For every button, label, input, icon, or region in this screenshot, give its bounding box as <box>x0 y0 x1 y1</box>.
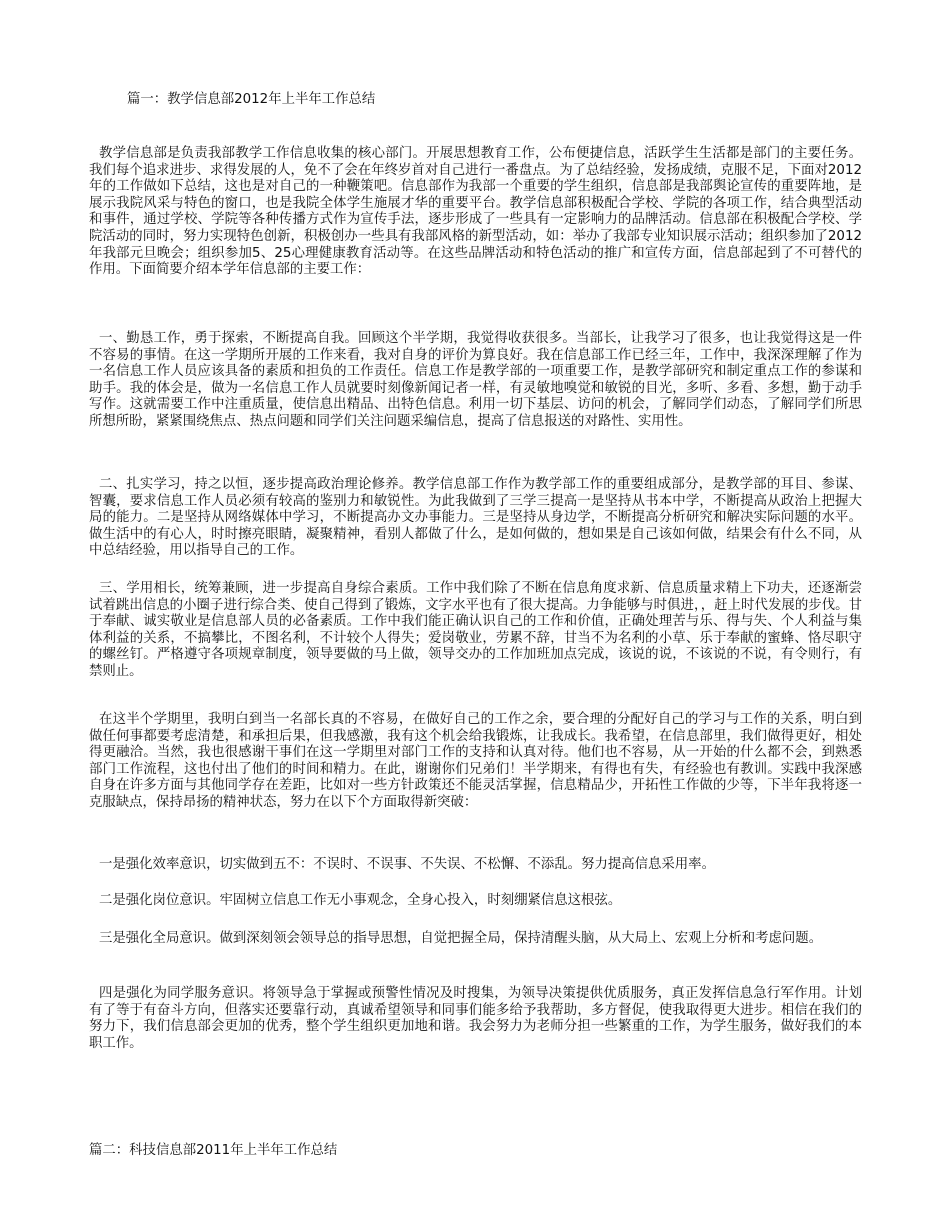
paragraph-section-1: 一、勤恳工作，勇于探索，不断提高自我。回顾这个半学期，我觉得收获很多。当部长，让我学习了很多，也让我觉得这是一件不容易的事情。在这一学期所开展的工作来看，我对自身的评价为算良好。我在信息部工作已经三年，工作中，我深深理解了作为一名信息工作人员应该具备的素质和担负的工作责任。信息工作是教学部的一项重要工作，是教学部研究和制定重点工作的参谋和助手。我的体会是，做为一名信息工作人员就要时刻像新闻记者一样，有灵敏地嗅觉和敏锐的目光，多听、多看、多想，勤于动手写作。这就需要工作中注重质量，使信息出精品、出特色信息。利用一切下基层、访问的机会，了解同学们动态，了解同学们所思所想所盼，紧紧围绕焦点、热点问题和同学们关注问题采编信息，提高了信息报送的对路性、实用性。 <box>89 331 862 429</box>
paragraph-goal-4: 四是强化为同学服务意识。将领导急于掌握或预警性情况及时搜集，为领导决策提供优质服务，真正发挥信息急行军作用。计划有了等于有奋斗方向，但落实还要靠行动，真诚希望领导和同事们能多给予我帮助，多方督促，使我取得更大进步。相信在我们的努力下，我们信息部会更加的优秀，整个学生组织更加地和谐。我会努力为老师分担一些繁重的工作，为学生服务，做好我们的本职工作。 <box>89 986 862 1051</box>
paragraph-section-2: 二、扎实学习，持之以恒，逐步提高政治理论修养。教学信息部工作作为教学部工作的重要组成部分，是教学部的耳目、参谋、智囊，要求信息工作人员必须有较高的鉴别力和敏锐性。为此我做到了三学三提高一是坚持从书本中学，不断提高从政治上把握大局的能力。二是坚持从网络媒体中学习，不断提高办文办事能力。三是坚持从身边学，不断提高分析研究和解决实际问题的水平。做生活中的有心人，时时擦亮眼睛，凝聚精神，看别人都做了什么，是如何做的，想如果是自己该如何做，结果会有什么不同，从中总结经验，用以指导自己的工作。 <box>89 477 862 559</box>
paragraph-reflection: 在这半个学期里，我明白到当一名部长真的不容易，在做好自己的工作之余，要合理的分配好自己的学习与工作的关系，明白到做任何事都要考虑清楚，和承担后果，但我感激，我有这个机会给我锻炼，让我成长。我希望，在信息部里，我们做得更好，相处得更融洽。当然，我也很感谢干事们在这一学期里对部门工作的支持和认真对待。他们也不容易，从一开始的什么都不会，到熟悉部门工作流程，这也付出了他们的时间和精力。在此，谢谢你们兄弟们！半学期来，有得也有失，有经验也有教训。实践中我深感自身在许多方面与其他同学存在差距，比如对一些方针政策还不能灵活掌握，信息精品少，开拓性工作做的少等，下半年我将逐一克服缺点，保持昂扬的精神状态，努力在以下个方面取得新突破： <box>89 712 862 810</box>
article-title-2: 篇二：科技信息部2011年上半年工作总结 <box>89 1143 338 1158</box>
paragraph-goal-3: 三是强化全局意识。做到深刻领会领导总的指导思想，自觉把握全局，保持清醒头脑，从大局上、宏观上分析和考虑问题。 <box>99 931 823 946</box>
paragraph-intro: 教学信息部是负责我部教学工作信息收集的核心部门。开展思想教育工作，公布便捷信息，活跃学生生活都是部门的主要任务。我们每个追求进步、求得发展的人，免不了会在年终岁首对自己进行一番盘点。为了总结经验，发扬成绩，克服不足，下面对2012年的工作做如下总结，这也是对自己的一种鞭策吧。信息部作为我部一个重要的学生组织，信息部是我部舆论宣传的重要阵地，是展示我院风采与特色的窗口，也是我院全体学生施展才华的重要平台。教学信息部积极配合学校、学院的各项工作，结合典型活动和事件，通过学校、学院等各种传播方式作为宣传手法，逐步形成了一些具有一定影响力的品牌活动。信息部在积极配合学校、学院活动的同时，努力实现特色创新，积极创办一些具有我部风格的新型活动，如：举办了我部专业知识展示活动；组织参加了2012年我部元旦晚会；组织参加5、25心理健康教育活动等。在这些品牌活动和特色活动的推广和宣传方面，信息部起到了不可替代的作用。下面简要介绍本学年信息部的主要工作： <box>89 146 862 278</box>
paragraph-goal-1: 一是强化效率意识，切实做到五不：不误时、不误事、不失误、不松懈、不添乱。努力提高信息采用率。 <box>99 857 715 872</box>
paragraph-section-3: 三、学用相长，统筹兼顾，进一步提高自身综合素质。工作中我们除了不断在信息角度求新、信息质量求精上下功夫，还逐渐尝试着跳出信息的小圈子进行综合类、使自己得到了锻炼，文字水平也有了很大提高。力争能够与时俱进，，赶上时代发展的步伐。甘于奉献、诚实敬业是信息部人员的必备素质。工作中我们能正确认识自己的工作和价值，正确处理苦与乐、得与失、个人利益与集体利益的关系，不搞攀比，不图名利，不计较个人得失；爱岗敬业，劳累不辞，甘当不为名利的小草、乐于奉献的蜜蜂、恪尽职守的螺丝钉。严格遵守各项规章制度，领导要做的马上做，领导交办的工作加班加点完成，该说的说，不该说的不说，有令则行，有禁则止。 <box>89 581 862 679</box>
paragraph-goal-2: 二是强化岗位意识。牢固树立信息工作无小事观念，全身心投入，时刻绷紧信息这根弦。 <box>99 893 622 908</box>
article-title-1: 篇一：教学信息部2012年上半年工作总结 <box>127 92 376 107</box>
